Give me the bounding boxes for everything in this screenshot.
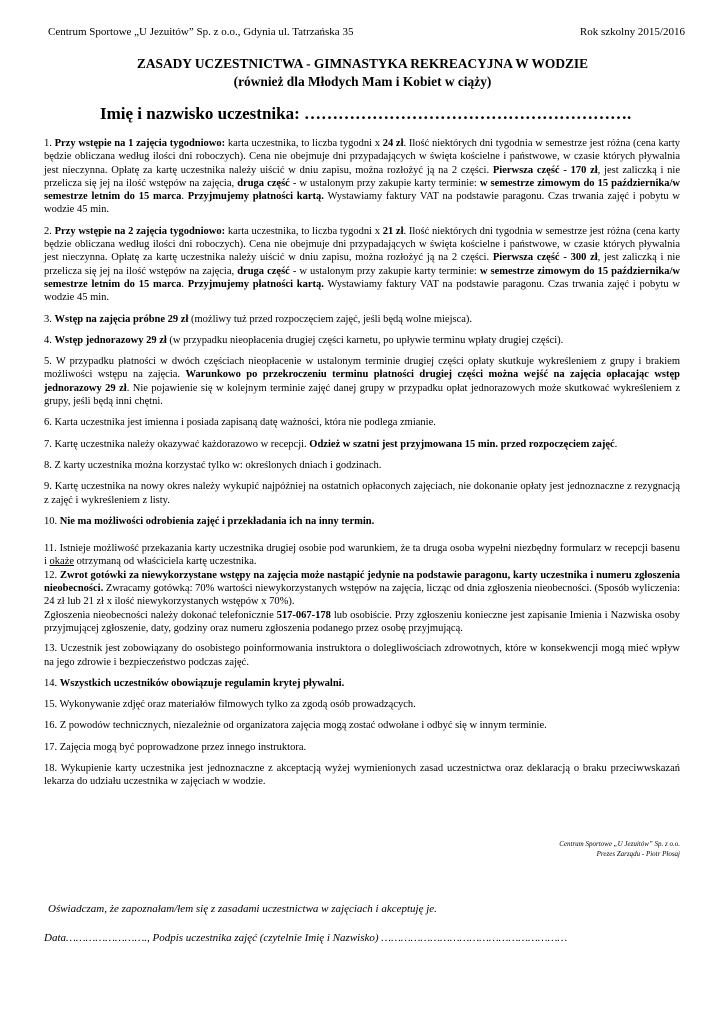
rule-3-heading: Wstęp na zajęcia próbne 29 zł <box>54 313 189 325</box>
rule-2-card-payments: Przyjmujemy płatności kartą. <box>187 278 324 290</box>
rule-7 <box>44 438 680 451</box>
rule-1-deadline: w semestrze zimowym do 15 października/w semestrze letnim do 15 marca <box>44 177 680 203</box>
rule-1 <box>44 137 680 217</box>
rule-11-underlined: okaże <box>49 556 75 568</box>
rule-15 <box>44 698 680 711</box>
rule-7-bold: Odzież w szatni jest przyjmowana 15 min. przed rozpoczęciem zajęć <box>309 438 615 450</box>
rule-text: Zgłoszenia nieobecności należy dokonać telefonicznie <box>44 609 277 621</box>
rule-text: (możliwy tuż przed rozpoczęciem zajęć, jeśli będą wolne miejsca). <box>188 313 473 325</box>
rule-3 <box>44 313 680 326</box>
rule-text: 18. Wykupienie karty uczestnika jest jednoznaczne z akceptacją wyżej wymienionych zasad uczestnictwa oraz deklaracją o braku przeciwwskazań lekarza do udziału uczestnika w zajęciach w wodzie. <box>44 762 680 788</box>
rule-16 <box>44 719 680 732</box>
rule-10-bold: Nie ma możliwości odrobienia zajęć i przekładania ich na inny termin. <box>59 515 375 527</box>
rule-text: Zwracamy gotówką: 70% wartości niewykorzystanych wstępów na zajęcia, licząc od dnia zgłoszenia nieobecności. (Sposób wyliczenia: 24 zł lub 21 zł x ilość niewykorzystanych wstępów x 70%). <box>44 583 680 608</box>
rule-text: . Ilość niektórych dni tygodnia w semestrze jest różna (cena karty będzie obliczana według ilości dni roboczych). Cena nie obejmuje dni przypadających w święta kościelne i państwowe, w czasie których pływalnia jest nieczynna. Opłatę za kartę uczestnika należy uiścić w dniu zapisu, można rozłożyć ją na 2 części. <box>44 225 681 264</box>
rule-1-price: 24 zł <box>382 138 404 149</box>
rule-text: 8. Z karty uczestnika można korzystać tylko w: określonych dniach i godzinach. <box>44 459 382 471</box>
rule-1-card-payments: Przyjmujemy płatności kartą. <box>187 191 324 203</box>
header-school-year: Rok szkolny 2015/2016 <box>579 26 685 38</box>
rule-text: - w ustalonym przy zakupie karty terminie: <box>289 265 480 277</box>
rule-number: 3. <box>44 313 55 325</box>
rule-4-heading: Wstęp jednorazowy 29 zł <box>54 334 167 346</box>
document-title <box>0 55 725 91</box>
rule-text: 5. W przypadku płatności w dwóch częściach nieopłacenie w ustalonym terminie drugiej części opłaty skutkuje wykreśleniem z grupy i brakiem możliwości wstępu na zajęcia. <box>44 356 680 381</box>
rule-2-heading: Przy wstępie na 2 zajęcia tygodniowo: <box>54 225 226 237</box>
rule-text: , jest zaliczką i nie przelicza się jej na ilość wstępów na zajęcia, <box>44 252 680 277</box>
rule-text: 17. Zajęcia mogą być poprowadzone przez innego instruktora. <box>44 741 307 753</box>
rule-14 <box>44 677 680 690</box>
title-line-2: (również dla Młodych Mam i Kobiet w ciąży) <box>233 74 492 89</box>
rule-text: . <box>181 191 188 203</box>
rule-text: . Ilość niektórych dni tygodnia w semestrze jest różna (cena karty będzie obliczana według ilości dni roboczych). Cena nie obejmuje dni przypadających w święta kościelne i państwowe, w czasie których pływalnia jest nieczynna. Opłatę za kartę uczestnika należy uiścić w dniu zapisu, można rozłożyć ją na 2 części. <box>44 138 681 176</box>
rule-6 <box>44 416 680 429</box>
rule-text: . <box>614 438 618 450</box>
signature-company: Centrum Sportowe „U Jezuitów” Sp. z o.o. <box>559 840 680 848</box>
rule-text: . Nie pojawienie się w kolejnym terminie zajęć danej grupy w przypadku opłat jednorazowych może skutkować wykreśleniem z grupy, jeśli będą inni chętni. <box>44 382 680 408</box>
rule-text: Wystawiamy faktury VAT na podstawie paragonu. Czas trwania zajęć i pobytu w wodzie 45 min. <box>44 191 681 216</box>
rule-number: 4. <box>44 334 55 346</box>
rule-11 <box>44 542 680 569</box>
rule-text: , jest zaliczką i nie przelicza się jej na ilość wstępów na zajęcia, <box>44 164 680 189</box>
rule-12-phone: 517-067-178 <box>276 609 331 621</box>
rule-14-bold: Wszystkich uczestników obowiązuje regulamin krytej pływalni. <box>59 677 345 689</box>
rule-text: - w ustalonym przy zakupie karty terminie: <box>289 177 480 189</box>
rule-2 <box>44 225 680 305</box>
rule-13 <box>44 642 680 669</box>
rule-9 <box>44 480 680 507</box>
rule-1-heading: Przy wstępie na 1 zajęcia tygodniowo: <box>54 138 226 149</box>
rule-8 <box>44 459 680 472</box>
rule-12 <box>44 569 680 609</box>
rule-text: 12. <box>44 569 60 581</box>
rule-text: karta uczestnika, to liczba tygodni x <box>225 225 383 237</box>
rule-2-first-part: Pierwsza część - 300 zł <box>492 252 598 264</box>
rule-17 <box>44 741 680 754</box>
rule-2-price: 21 zł <box>382 225 404 237</box>
rule-2-deadline: w semestrze zimowym do 15 października/w semestrze letnim do 15 marca <box>44 265 680 290</box>
rule-text: 13. Uczestnik jest zobowiązany do osobistego poinformowania instruktora o dolegliwościach zdrowotnych, które w konsekwencji mogą mieć wpływ na jego zdrowie i bezpieczeństwo podczas zajęć. <box>44 643 680 668</box>
rule-1-first-part: Pierwsza część - 170 zł <box>492 164 598 176</box>
rule-text: 7. Kartę uczestnika należy okazywać każdorazowo w recepcji. <box>44 438 310 450</box>
rule-text: Wystawiamy faktury VAT na podstawie paragonu. Czas trwania zajęć i pobytu w wodzie 45 min. <box>44 278 681 304</box>
rule-text: (w przypadku nieopłacenia drugiej części karnetu, po upływie terminu wpłaty drugiej części). <box>166 334 564 346</box>
rule-text: lub osobiście. Przy zgłoszeniu konieczne jest zapisanie Imienia i Nazwiska osoby przyjmującej zgłoszenie, daty, godziny oraz numeru zgłoszenia podanego przez osobę przyjmującą. <box>44 609 680 634</box>
rule-12-continued <box>44 609 680 636</box>
rule-2-second-part: druga część <box>237 265 290 277</box>
rule-5 <box>44 355 680 408</box>
header-organization: Centrum Sportowe „U Jezuitów” Sp. z o.o., Gdynia ul. Tatrzańska 35 <box>48 26 354 38</box>
rule-text: 6. Karta uczestnika jest imienna i posiada zapisaną datę ważności, która nie podlega zmianie. <box>44 417 436 429</box>
rule-text: karta uczestnika, to liczba tygodni x <box>225 138 383 149</box>
rule-number: 1. <box>44 138 55 149</box>
rule-text: otrzymaną od właściciela kartę uczestnika. <box>74 556 257 568</box>
rule-text: 10. <box>44 515 60 527</box>
rule-text: 15. Wykonywanie zdjęć oraz materiałów filmowych tylko za zgodą osób prowadzących. <box>44 699 416 711</box>
rule-number: 2. <box>44 225 55 237</box>
rule-10 <box>44 515 680 528</box>
participant-name-line: Imię i nazwisko uczestnika: …………………………………………………. <box>100 104 632 123</box>
rules-list <box>44 137 680 797</box>
rule-12-bold: Zwrot gotówki za niewykorzystane wstępy na zajęcia może nastąpić jedynie na podstawie paragonu, karty uczestnika i numeru zgłoszenia nieobecności. <box>44 569 680 595</box>
acceptance-statement: Oświadczam, że zapoznałam/łem się z zasadami uczestnictwa w zajęciach i akceptuję je. <box>48 903 437 915</box>
rule-text: 16. Z powodów technicznych, niezależnie od organizatora zajęcia mogą zostać odwołane i odbyć się w innym terminie. <box>44 720 547 732</box>
rule-text: 14. <box>44 677 60 689</box>
title-line-1: ZASADY UCZESTNICTWA - GIMNASTYKA REKREACYJNA W WODZIE <box>136 56 589 71</box>
management-signature <box>559 839 680 859</box>
rule-5-bold: Warunkowo po przekroczeniu terminu płatności drugiej części można wejść na zajęcia opłacając wstęp jednorazowy 29 zł <box>44 369 680 394</box>
rule-4 <box>44 334 680 347</box>
rule-text: 9. Kartę uczestnika na nowy okres należy wykupić najpóźniej na ostatnich opłaconych zajęciach, nie dokonanie opłaty jest jednoznaczne z rezygnacją z zajęć i wykreśleniem z listy. <box>44 481 680 506</box>
rule-text: 11. Istnieje możliwość przekazania karty uczestnika drugiej osobie pod warunkiem, że ta druga osoba wypełni niezbędny formularz w recepcji basenu i <box>44 543 680 568</box>
rule-18 <box>44 762 680 789</box>
rule-1-second-part: druga część <box>237 177 290 189</box>
date-signature-line: Data……………………., Podpis uczestnika zajęć (czytelnie Imię i Nazwisko) ………………………………………………… <box>44 932 568 944</box>
signature-president: Prezes Zarządu - Piotr Płosaj <box>596 850 680 858</box>
rule-text: . <box>181 278 188 290</box>
